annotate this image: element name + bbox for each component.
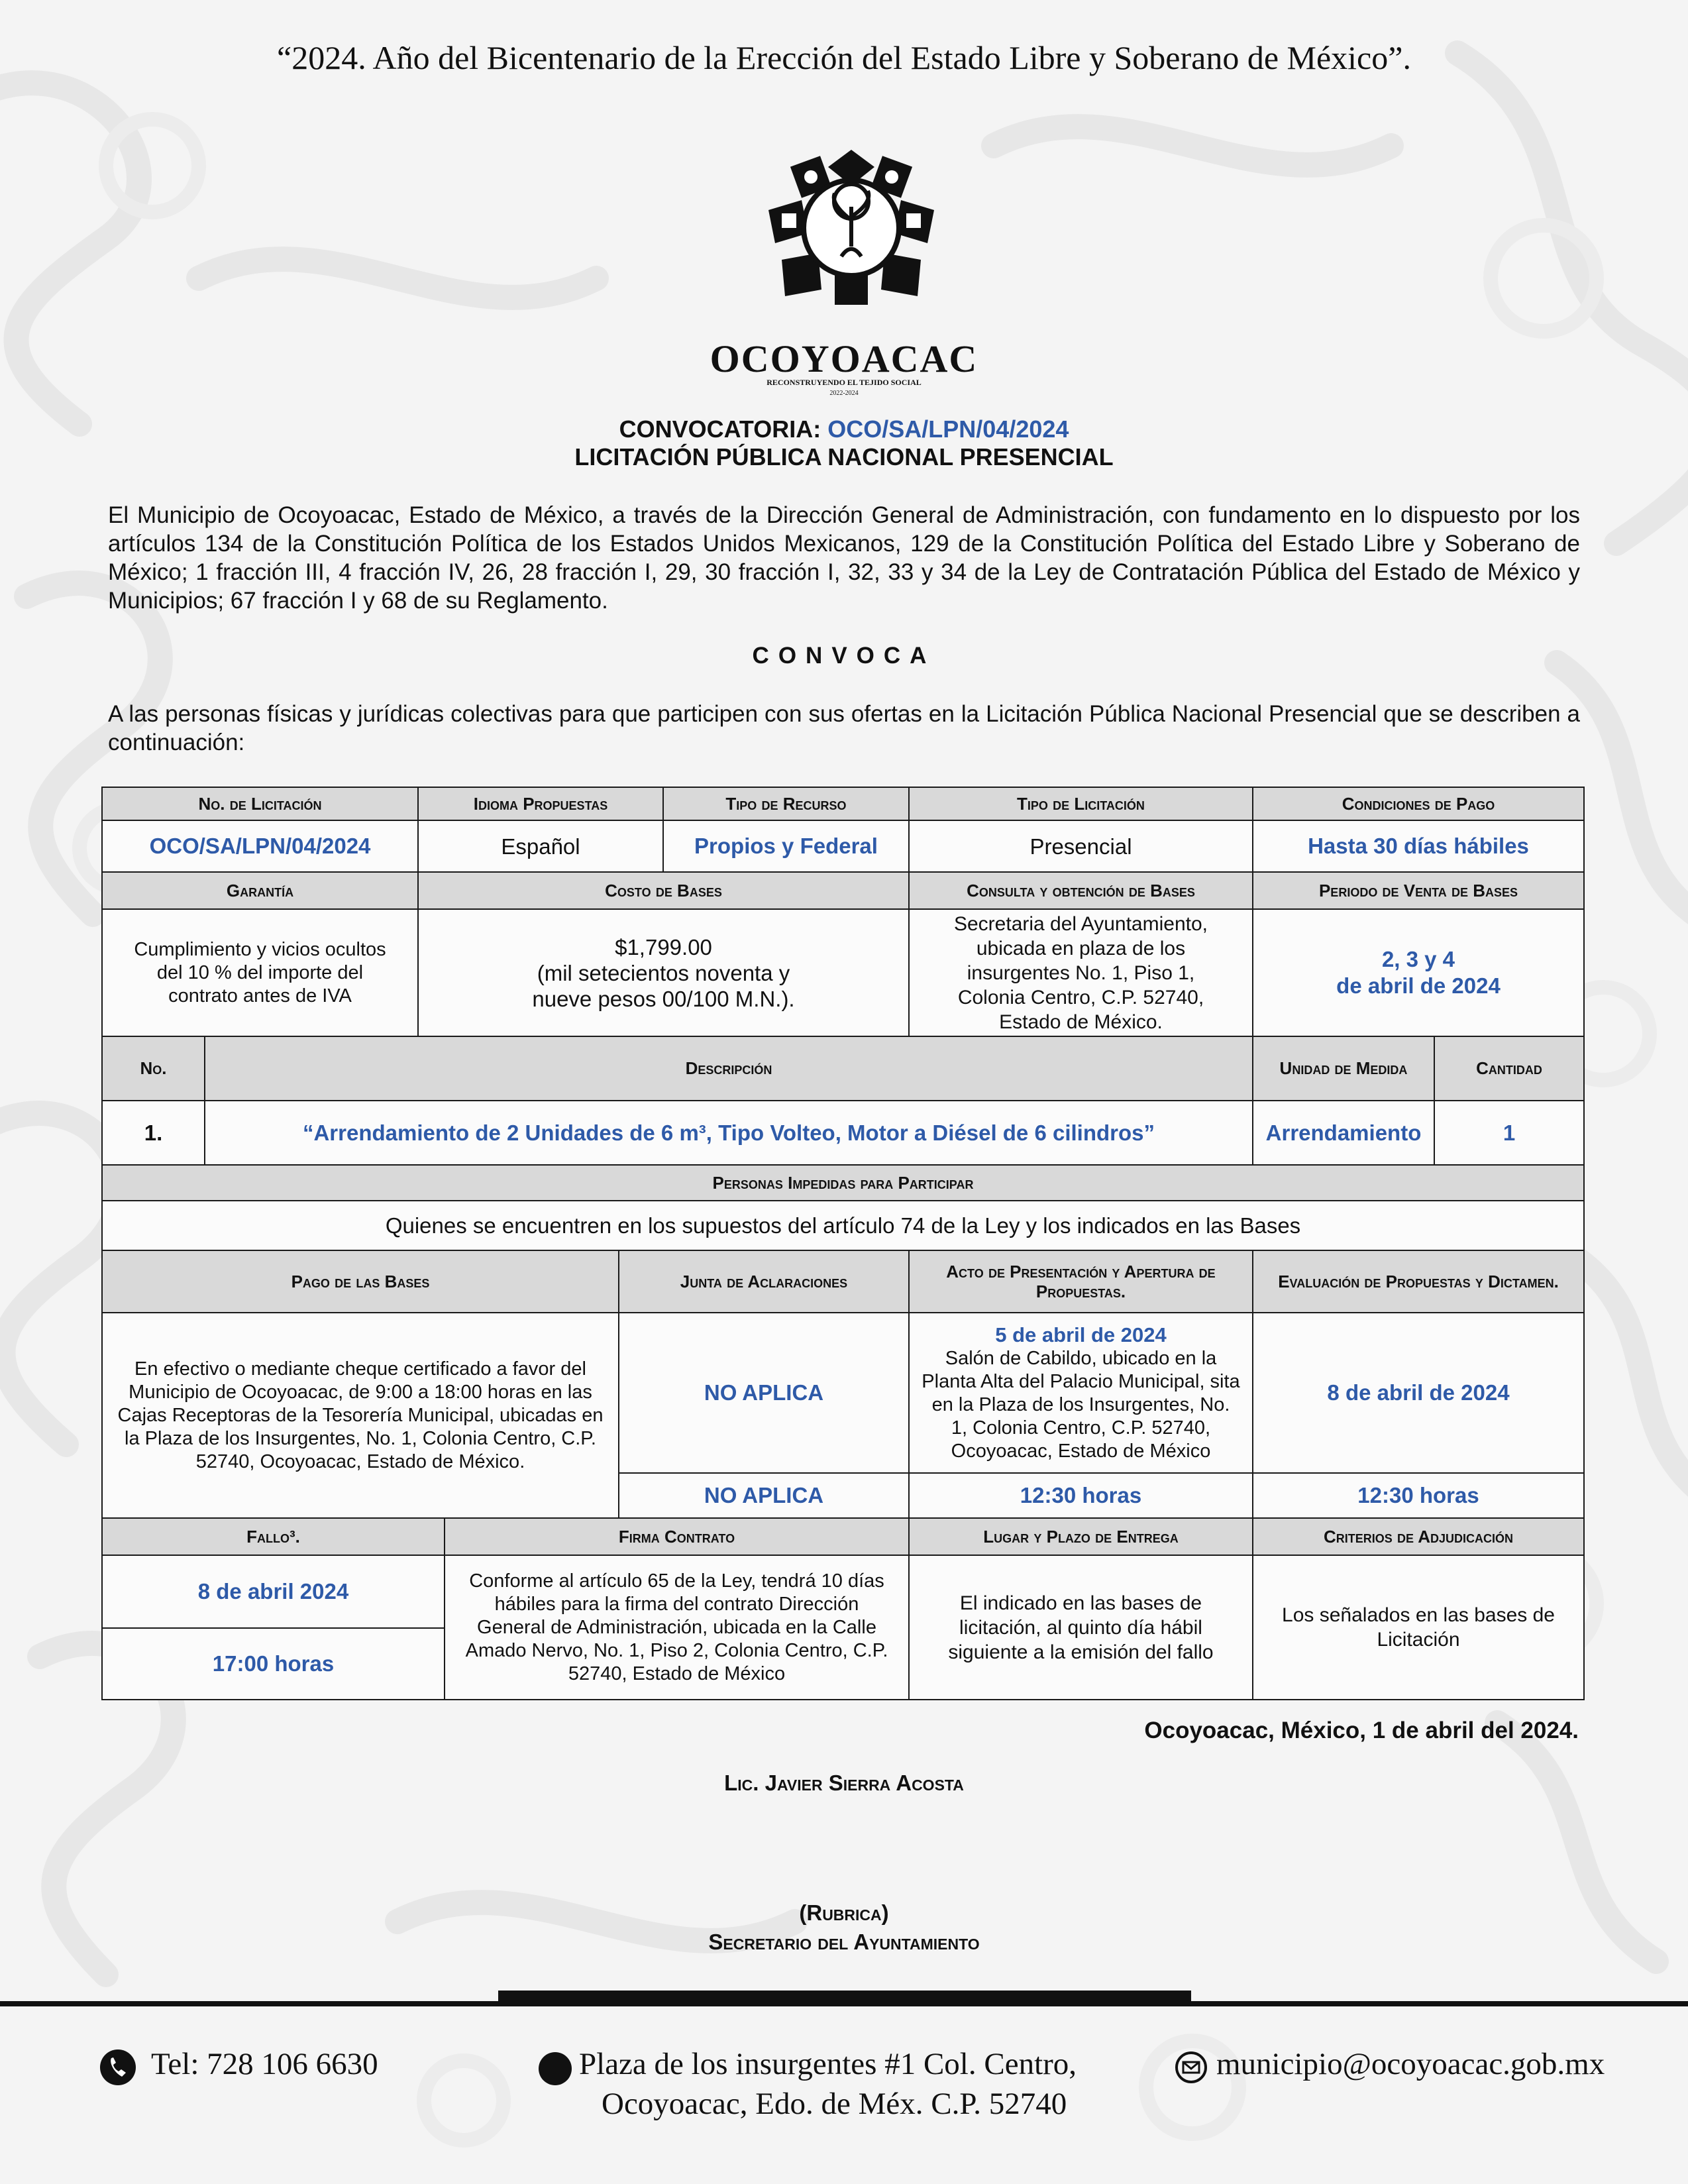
header-pago-bases: Pago de las Bases xyxy=(101,1250,619,1313)
value-junta-fecha: NO APLICA xyxy=(618,1312,910,1474)
value-idioma: Español xyxy=(417,820,664,873)
value-consulta-bases: Secretaria del Ayuntamiento, ubicada en plaza de los insurgentes No. 1, Piso 1, Colonia Centro, C.P. 52740, Estado de México. xyxy=(908,908,1253,1037)
convocatoria-code: OCO/SA/LPN/04/2024 xyxy=(827,415,1069,443)
item-quantity: 1 xyxy=(1434,1100,1585,1166)
header-item-no: No. xyxy=(101,1036,205,1101)
periodo-line1: 2, 3 y 4 xyxy=(1381,947,1455,971)
header-idioma: Idioma Propuestas xyxy=(417,787,664,821)
value-evaluacion-fecha: 8 de abril de 2024 xyxy=(1252,1312,1585,1474)
header-fallo: Fallo³. xyxy=(101,1517,445,1556)
header-costo-bases: Costo de Bases xyxy=(417,871,910,910)
header-consulta-bases: Consulta y obtención de Bases xyxy=(908,871,1253,910)
value-acto-hora: 12:30 horas xyxy=(908,1472,1253,1519)
logo-tagline: RECONSTRUYENDO EL TEJIDO SOCIAL xyxy=(766,378,922,387)
header-no-licitacion: No. de Licitación xyxy=(101,787,419,821)
costo-amount: $1,799.00 xyxy=(615,934,712,959)
header-cantidad: Cantidad xyxy=(1434,1036,1585,1101)
value-tipo-licitacion: Presencial xyxy=(908,820,1253,873)
header-descripcion: Descripción xyxy=(204,1036,1253,1101)
header-acto-presentacion: Acto de Presentación y Apertura de Propuestas. xyxy=(908,1250,1253,1313)
logo-years: 2022-2024 xyxy=(829,390,859,397)
value-criterios: Los señalados en las bases de Licitación xyxy=(1252,1555,1585,1700)
value-junta-hora: NO APLICA xyxy=(618,1472,910,1519)
location-dot-icon xyxy=(538,2051,572,2086)
place-date: Ocoyoacac, México, 1 de abril del 2024. xyxy=(1144,1718,1579,1743)
value-costo-bases xyxy=(417,908,910,1037)
header-periodo-venta: Periodo de Venta de Bases xyxy=(1252,871,1585,910)
logo-name: OCOYOACAC xyxy=(710,337,978,380)
header-tipo-recurso: Tipo de Recurso xyxy=(662,787,910,821)
acto-date: 5 de abril de 2024 xyxy=(995,1323,1167,1346)
value-garantia: Cumplimiento y vicios ocultos del 10 % del importe del contrato antes de IVA xyxy=(101,908,419,1037)
convoca-heading: CONVOCA xyxy=(752,643,936,669)
value-fallo-hora: 17:00 horas xyxy=(101,1627,445,1700)
value-no-licitacion: OCO/SA/LPN/04/2024 xyxy=(101,820,419,873)
item-no: 1. xyxy=(101,1100,205,1166)
signer-name: Lic. Javier Sierra Acosta xyxy=(724,1771,964,1795)
costo-words: (mil setecientos noventa y nueve pesos 00/100 M.N.). xyxy=(532,960,795,1011)
year-motto: “2024. Año del Bicentenario de la Erección del Estado Libre y Soberano de México”. xyxy=(277,39,1411,76)
footer-divider xyxy=(0,2001,1688,2006)
footer-address-line1: Plaza de los insurgentes #1 Col. Centro, xyxy=(579,2047,1077,2081)
header-criterios: Criterios de Adjudicación xyxy=(1252,1517,1585,1556)
mail-icon xyxy=(1175,2051,1207,2083)
footer-email[interactable]: municipio@ocoyoacac.gob.mx xyxy=(1216,2047,1605,2081)
header-tipo-licitacion: Tipo de Licitación xyxy=(908,787,1253,821)
value-evaluacion-hora: 12:30 horas xyxy=(1252,1472,1585,1519)
header-garantia: Garantía xyxy=(101,871,419,910)
header-firma-contrato: Firma Contrato xyxy=(444,1517,910,1556)
acto-place: Salón de Cabildo, ubicado en la Planta Alta del Palacio Municipal, sita en la Plaza de los Insurgentes, No. 1, Colonia Centro, C.P. 52740, Ocoyoacac, Estado de México xyxy=(922,1347,1240,1462)
value-periodo-venta xyxy=(1252,908,1585,1037)
item-description: “Arrendamiento de 2 Unidades de 6 m³, Tipo Volteo, Motor a Diésel de 6 cilindros” xyxy=(204,1100,1253,1166)
convocatoria-prefix: CONVOCATORIA: xyxy=(619,415,821,443)
intro-paragraph: El Municipio de Ocoyoacac, Estado de México, a través de la Dirección General de Administración, con fundamento en lo dispuesto por los artículos 134 de la Constitución Política de los Estados Unidos Mexicanos, 129 de la Constitución Política del Estado Libre y Soberano de México; 1 fracción III, 4 fracción IV, 26, 28 fracción I, 29, 30 fracción I, 32, 33 y 34 de la Ley de Contratación Pública del Estado de México y Municipios; 67 fracción I y 68 de su Reglamento. xyxy=(108,502,1580,614)
value-personas-impedidas: Quienes se encuentren en los supuestos del artículo 74 de la Ley y los indicados en las Bases xyxy=(101,1200,1585,1251)
invitation-paragraph: A las personas físicas y jurídicas colectivas para que participen con sus ofertas en la Licitación Pública Nacional Presencial que se describen a continuación: xyxy=(108,701,1580,755)
header-unidad-medida: Unidad de Medida xyxy=(1252,1036,1435,1101)
value-fallo-fecha: 8 de abril 2024 xyxy=(101,1555,445,1629)
value-tipo-recurso: Propios y Federal xyxy=(662,820,910,873)
value-acto-fecha-lugar xyxy=(908,1312,1253,1474)
footer-phone: Tel: 728 106 6630 xyxy=(151,2047,378,2081)
header-condiciones-pago: Condiciones de Pago xyxy=(1252,787,1585,821)
signer-position: Secretario del Ayuntamiento xyxy=(708,1930,980,1954)
value-pago-bases: En efectivo o mediante cheque certificado a favor del Municipio de Ocoyoacac, de 9:00 a 18:00 horas en las Cajas Receptoras de la Tesorería Municipal, ubicadas en la Plaza de los Insurgentes, No. 1, Colonia Centro, C.P. 52740, Ocoyoacac, Estado de México. xyxy=(101,1312,619,1519)
value-lugar-entrega: El indicado en las bases de licitación, al quinto día hábil siguiente a la emisión del fallo xyxy=(908,1555,1253,1700)
rubrica-label: (Rubrica) xyxy=(799,1900,889,1925)
footer-address-line2: Ocoyoacac, Edo. de Méx. C.P. 52740 xyxy=(602,2087,1067,2121)
header-lugar-entrega: Lugar y Plazo de Entrega xyxy=(908,1517,1253,1556)
item-unit: Arrendamiento xyxy=(1252,1100,1435,1166)
value-condiciones-pago: Hasta 30 días hábiles xyxy=(1252,820,1585,873)
header-personas-impedidas: Personas Impedidas para Participar xyxy=(101,1164,1585,1201)
convocatoria-title xyxy=(0,415,1688,471)
header-evaluacion: Evaluación de Propuestas y Dictamen. xyxy=(1252,1250,1585,1313)
convocatoria-subtitle: LICITACIÓN PÚBLICA NACIONAL PRESENCIAL xyxy=(574,443,1114,470)
value-firma-contrato: Conforme al artículo 65 de la Ley, tendrá 10 días hábiles para la firma del contrato Dirección General de Administración, ubicada en la Calle Amado Nervo, No. 1, Piso 2, Colonia Centro, C.P. 52740, Estado de México xyxy=(444,1555,910,1700)
phone-icon xyxy=(99,2049,136,2086)
header-junta-aclaraciones: Junta de Aclaraciones xyxy=(618,1250,910,1313)
ocoyoacac-seal-icon xyxy=(755,147,947,306)
periodo-line2: de abril de 2024 xyxy=(1336,973,1501,998)
